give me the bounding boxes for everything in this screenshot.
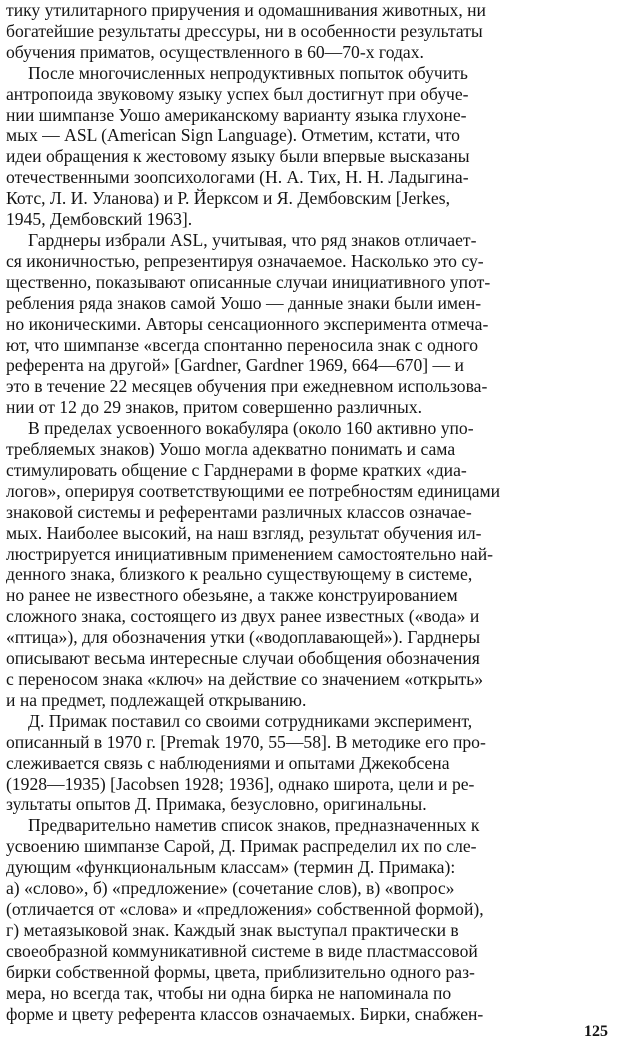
text-line: дующим «функциональным классам» (термин Д. Примака): bbox=[6, 857, 456, 878]
text-line: это в течение 22 месяцев обучения при ежедневном использова- bbox=[6, 376, 488, 397]
text-line: денного знака, близкого к реально существующему в системе, bbox=[6, 564, 473, 585]
text-line: мера, но всегда так, чтобы ни одна бирка не напоминала по bbox=[6, 982, 452, 1003]
text-line: мых. Наиболее высокий, на наш взгляд, результат обучения ил- bbox=[6, 522, 482, 543]
text-line: форме и цвету референта классов означаемых. Бирки, снабжен- bbox=[6, 1003, 484, 1024]
text-line: усвоению шимпанзе Сарой, Д. Примак распределил их по сле- bbox=[6, 836, 477, 857]
text-line: с переносом знака «ключ» на действие со значением «открыть» bbox=[6, 669, 484, 689]
text-line: ся иконичностью, репрезентируя означаемое. Насколько это су- bbox=[6, 250, 484, 271]
text-line: Котс, Л. И. Уланова) и Р. Йерксом и Я. Дембовским [Jerkes, bbox=[6, 188, 450, 209]
text-line: но ранее не известного обезьяне, а также конструированием bbox=[6, 585, 458, 606]
text-line: логов», оперируя соответствующими ее потребностям единицами bbox=[6, 480, 501, 501]
text-line: а) «слово», б) «предложение» (сочетание слов), в) «вопрос» bbox=[6, 878, 455, 899]
text-line: сложного знака, состоящего из двух ранее известных («вода» и bbox=[6, 606, 480, 627]
text-line: слеживается связь с наблюдениями и опытами Джекобсена bbox=[6, 752, 450, 773]
text-line: описанный в 1970 г. [Premak 1970, 55—58]. В методике его про- bbox=[6, 731, 486, 752]
text-line: обучения приматов, осуществленного в 60—70-х годах. bbox=[6, 41, 424, 62]
text-line: стимулировать общение с Гарднерами в форме кратких «диа- bbox=[6, 459, 467, 480]
text-line: но иконическими. Авторы сенсационного эксперимента отмеча- bbox=[6, 313, 489, 334]
text-line: требляемых знаков) Уошо могла адекватно понимать и сама bbox=[6, 439, 456, 460]
text-line: Д. Примак поставил со своими сотрудниками эксперимент, bbox=[28, 710, 473, 731]
text-line: зультаты опытов Д. Примака, безусловно, оригинальны. bbox=[6, 794, 427, 815]
text-line: Предварительно наметив список знаков, предназначенных к bbox=[28, 815, 480, 836]
text-line: Гарднеры избрали ASL, учитывая, что ряд знаков отличает- bbox=[28, 229, 477, 250]
text-line: тику утилитарного приручения и одомашнивания животных, ни bbox=[6, 0, 486, 20]
text-line: своеобразной коммуникативной системе в виде пластмассовой bbox=[6, 940, 478, 961]
page-number: 125 bbox=[584, 1023, 608, 1040]
text-line: ют, что шимпанзе «всегда спонтанно переносила знак с одного bbox=[6, 334, 479, 355]
text-line: После многочисленных непродуктивных попыток обучить bbox=[28, 62, 468, 83]
text-line: знаковой системы и референтами различных классов означае- bbox=[6, 501, 472, 522]
text-line: щественно, показывают описанные случаи инициативного упот- bbox=[6, 271, 491, 292]
text-line: «птица»), для обозначения утки («водоплавающей»). Гарднеры bbox=[6, 627, 481, 648]
text-line: антропоида звуковому языку успех был достигнут при обуче- bbox=[6, 83, 469, 104]
text-line: бирки собственной формы, цвета, приблизительно одного раз- bbox=[6, 961, 475, 982]
text-line: г) метаязыковой знак. Каждый знак выступал практически в bbox=[6, 919, 459, 940]
text-line: нии шимпанзе Уошо американскому варианту языка глухоне- bbox=[6, 104, 467, 125]
text-line: 1945, Дембовский 1963]. bbox=[6, 209, 193, 230]
body-text bbox=[6, 0, 614, 1024]
text-line: (отличается от «слова» и «предложения» собственной формой), bbox=[6, 898, 484, 919]
text-line: отечественными зоопсихологами (Н. А. Тих, Н. Н. Ладыгина- bbox=[6, 167, 469, 188]
text-line: богатейшие результаты дрессуры, ни в особенности результаты bbox=[6, 20, 483, 41]
text-line: идеи обращения к жестовому языку были впервые высказаны bbox=[6, 146, 470, 167]
text-line: нии от 12 до 29 знаков, притом совершенно различных. bbox=[6, 397, 423, 418]
text-line: и на предмет, подлежащей открыванию. bbox=[6, 689, 307, 710]
text-line: люстрируется инициативным применением самостоятельно най- bbox=[6, 543, 493, 564]
text-line: (1928—1935) [Jacobsen 1928; 1936], однако широта, цели и ре- bbox=[6, 773, 475, 794]
text-line: мых — ASL (American Sign Language). Отметим, кстати, что bbox=[6, 125, 460, 146]
text-line: В пределах усвоенного вокабуляра (около 160 активно упо- bbox=[28, 418, 474, 439]
text-line: описывают весьма интересные случаи обобщения обозначения bbox=[6, 648, 480, 669]
text-line: референта на другой» [Gardner, Gardner 1969, 664—670] — и bbox=[6, 355, 464, 376]
text-line: ребления ряда знаков самой Уошо — данные знаки были имен- bbox=[6, 292, 482, 313]
